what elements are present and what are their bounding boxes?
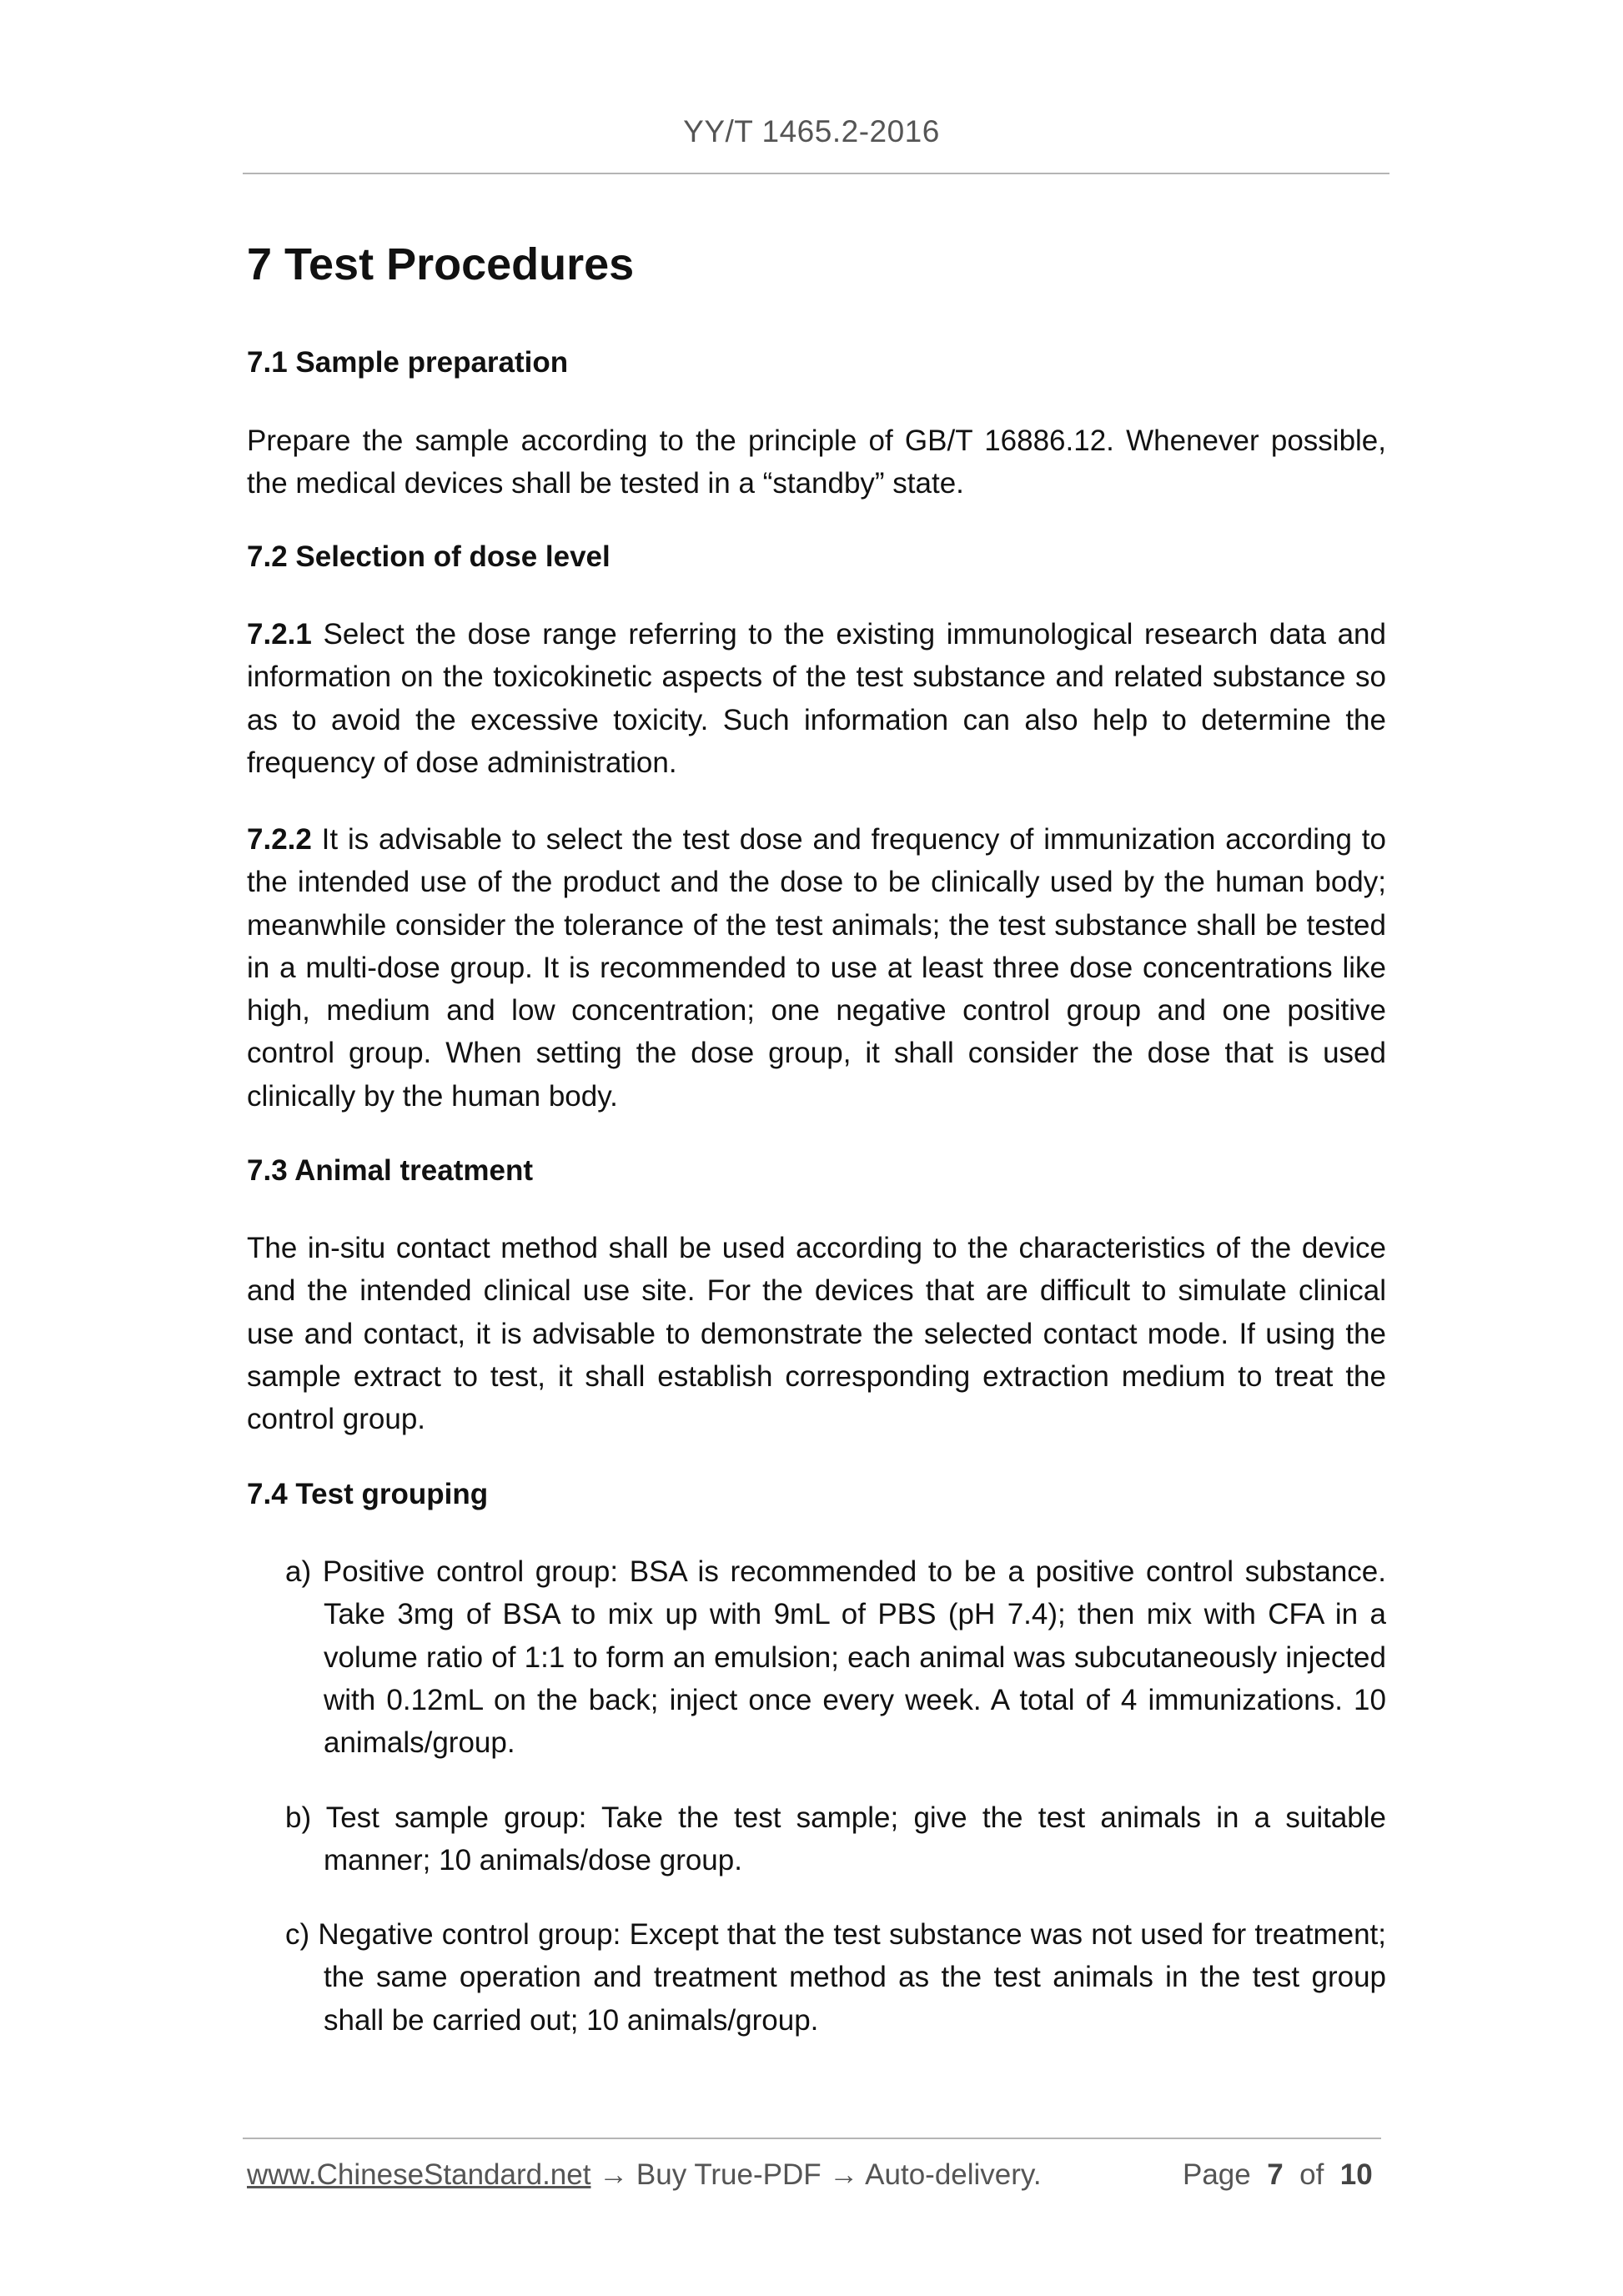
- total-pages: 10: [1339, 2158, 1373, 2191]
- of-label: of: [1299, 2158, 1324, 2191]
- clause-text-7-2-1: Select the dose range referring to the existing immunological research data and information on the toxicokinetic aspects of the test substance and related substance so as to avoid the excessive toxicity. Such information can also help to determine the frequency of dose administration.: [247, 618, 1386, 779]
- list-item-positive-control: a) Positive control group: BSA is recommended to be a positive control substance. Take 3mg of BSA to mix up with 9mL of PBS (pH 7.4); then mix with CFA in a volume ratio of 1:1 to form an emulsion; each animal was subcutaneously injected with 0.12mL on the back; inject once every week. A total of 4 immunizations. 10 animals/group.: [285, 1555, 1386, 1760]
- clause-number-7-2-1: 7.2.1: [247, 618, 312, 651]
- paragraph-7-2-1: [247, 613, 1386, 784]
- heading-7-1: 7.1 Sample preparation: [247, 346, 569, 379]
- page-number: [1183, 2158, 1373, 2192]
- heading-7-2: 7.2 Selection of dose level: [247, 540, 611, 573]
- heading-7-4: 7.4 Test grouping: [247, 1478, 489, 1510]
- website-link[interactable]: www.ChineseStandard.net: [247, 2158, 591, 2191]
- page-label: Page: [1183, 2158, 1251, 2191]
- footer-tagline: → Buy True-PDF → Auto-delivery.: [590, 2158, 1042, 2191]
- paragraph-7-3: The in-situ contact method shall be used according to the characteristics of the device and the intended clinical use site. For the devices that are difficult to simulate clinical use and contact, it is advisable to demonstrate the selected contact mode. If using the sample extract to test, it shall establish corresponding extraction medium to treat the control group.: [247, 1232, 1386, 1436]
- footer-promo: [247, 2158, 1042, 2192]
- list-item-negative-control: c) Negative control group: Except that the test substance was not used for treatment; the same operation and treatment method as the test animals in the test group shall be carried out; 10 animals/group.: [285, 1918, 1386, 2037]
- paragraph-7-2-2: [247, 818, 1386, 1118]
- footer-divider: [243, 2138, 1381, 2139]
- list-item-test-sample: b) Test sample group: Take the test sample; give the test animals in a suitable manner; 10 animals/dose group.: [285, 1801, 1386, 1877]
- document-id-header: YY/T 1465.2-2016: [683, 114, 940, 148]
- current-page: 7: [1267, 2158, 1284, 2191]
- paragraph-7-1: Prepare the sample according to the principle of GB/T 16886.12. Whenever possible, the medical devices shall be tested in a “standby” state.: [247, 425, 1386, 500]
- header-divider: [243, 173, 1389, 174]
- clause-text-7-2-2: It is advisable to select the test dose and frequency of immunization according to the intended use of the product and the dose to be clinically used by the human body; meanwhile consider the tolerance of the test animals; the test substance shall be tested in a multi-dose group. It is recommended to use at least three dose concentrations like high, medium and low concentration; one negative control group and one positive control group. When setting the dose group, it shall consider the dose that is used clinically by the human body.: [247, 823, 1386, 1113]
- heading-7-3: 7.3 Animal treatment: [247, 1154, 533, 1187]
- section-title: 7 Test Procedures: [247, 239, 635, 289]
- clause-number-7-2-2: 7.2.2: [247, 823, 312, 856]
